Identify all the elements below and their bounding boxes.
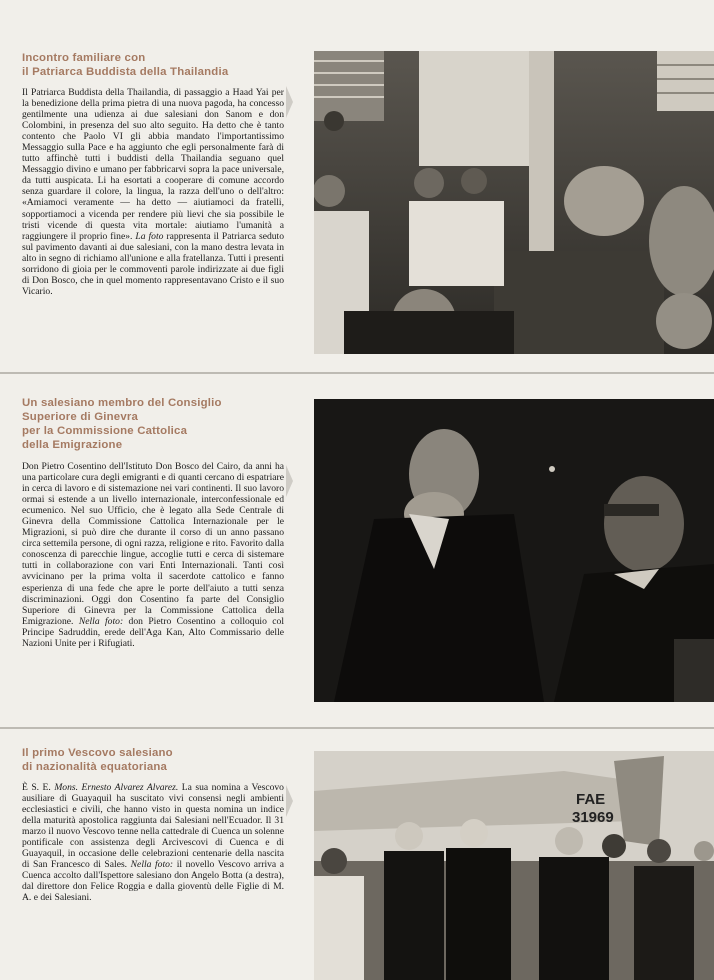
body-text: Il Patriarca Buddista della Thailandia, di passaggio a Haad Yai per la benedizione della prima pietra di una nuova pagoda, ha concesso gentilmente una udienza ai due salesiani don Sanom e don Colombini, in presenza del suo alto seguito. Ha detto che è tanto contento che Paolo VI gli abbia mandato l'importantissimo Messaggio sulla Pace e ha aggiunto che egli personalmente farà di tutto affinchè tutti i buddisti della Thailandia seguano quel Messaggio divino e umano per fabbricarvi sopra la pace universale, da tutti auspicata. Li ha esortati a cooperare di comune accordo senza guardare il colore, la lingua, la razza dell'uno o dell'altro: «Amiamoci veramente — ha detto — aiutiamoci da fratelli, sopportiamoci a vicenda per rendere più lievi che sia possibile le tristi vicende di questa vita mortale: aiutiamo l'umanità a raggiungere il proprio fine».	[22, 87, 284, 242]
heading-line: della Emigrazione	[22, 439, 123, 451]
article-text-column	[22, 746, 284, 904]
bishop-name: Mons. Ernesto Alvarez Alvarez.	[54, 782, 179, 793]
body-text: La sua nomina a Vescovo ausiliare di Guayaquil ha suscitato vivi consensi negli ambienti ecclesiastici e civili, che hanno visto in questa nomina un indice della maturità apostolica raggiunta dai Salesiani nell'Ecuador. Il 31 marzo il nuovo Vescovo tenne nella cattedrale di Cuenca un solenne pontificale con assistenza degli Arcivescovi di Cuenca e di Guayaquil, in occasione delle celebrazioni centenarie della nascita di San Francesco di Sales.	[22, 782, 284, 871]
heading-line: Incontro familiare con	[22, 52, 146, 64]
plane-marking-number: 31969	[572, 809, 614, 826]
article-body	[22, 782, 284, 904]
pointer-arrow-icon	[286, 465, 293, 497]
article-text-column	[22, 51, 284, 297]
plane-marking-fae: FAE	[576, 791, 606, 808]
photo-patriarch-audience	[314, 51, 714, 354]
photo-caption-label: Nella foto:	[130, 859, 174, 871]
article-heading	[22, 746, 284, 774]
heading-line: Il primo Vescovo salesiano	[22, 747, 173, 759]
article-alvarez	[0, 729, 714, 980]
heading-line: Superiore di Ginevra	[22, 411, 139, 423]
article-body	[22, 461, 284, 649]
body-text: È S. E.	[22, 782, 51, 793]
heading-line: di nazionalità equatoriana	[22, 761, 168, 773]
heading-line: il Patriarca Buddista della Thailandia	[22, 66, 229, 78]
body-text: don Pietro Cosentino a colloquio col Principe Sadruddin, erede dell'Aga Kan, Alto Commissario delle Nazioni Unite per i Rifugiati.	[22, 615, 284, 649]
article-cosentino	[0, 374, 714, 727]
article-heading	[22, 396, 284, 452]
photo-caption-label: La foto	[135, 230, 164, 242]
body-text: il novello Vescovo arriva a Cuenca accolto dall'Ispettore salesiano don Angelo Botta (a destra), dal direttore don Felice Roggia e dalla gioventù delle Figlie di M. A. e dei Salesiani.	[22, 859, 284, 904]
article-heading	[22, 51, 284, 79]
pointer-arrow-icon	[286, 86, 293, 118]
heading-line: Un salesiano membro del Consiglio	[22, 397, 222, 409]
body-text: rappresenta il Patriarca seduto sul pavimento davanti ai due salesiani, con la mano destra levata in alto in segno di richiamo all'unione e alla fratellanza. Tutti i presenti sorridono di gioia per le commoventi parole indirizzate ai due figli di Don Bosco, che in quel momento rappresentavano Cristo e il suo Vicario.	[22, 230, 285, 297]
photo-bishop-arrival	[314, 751, 714, 980]
heading-line: per la Commissione Cattolica	[22, 425, 188, 437]
photo-cosentino-sadruddin	[314, 399, 714, 702]
body-text: Don Pietro Cosentino dell'Istituto Don Bosco del Cairo, da anni ha una particolare cura degli emigranti e di quanti cercano di espatriare in cerca di lavoro e di sistemazione nei vari continenti. Il suo lavoro ormai si estende a un livello internazionale, interconfessionale ed ecumenico. Nel suo Ufficio, che è legato alla Sede Centrale di Ginevra della Commissione Cattolica Internazionale per le Migrazioni, si può dire che durante il corso di un anno passano circa settemila persone, di ogni razza, religione e rito. Favorito dalla conoscenza di parecchie lingue, accoglie tutti e cerca di sistemare tutti in collaborazione con vari Enti Internazionali. Tanti così avvicinano per la prima volta il sacerdote cattolico e fanno esperienza di una fede che apre le porte dell'aiuto a tutti senza discriminazioni. Oggi don Cosentino fa parte del Consiglio Superiore di Ginevra per la Commissione Cattolica della Emigrazione.	[22, 461, 284, 627]
article-patriarca	[0, 0, 714, 372]
photo-caption-label: Nella foto:	[78, 615, 124, 627]
pointer-arrow-icon	[286, 785, 293, 817]
article-text-column	[22, 396, 284, 649]
article-body	[22, 87, 284, 297]
